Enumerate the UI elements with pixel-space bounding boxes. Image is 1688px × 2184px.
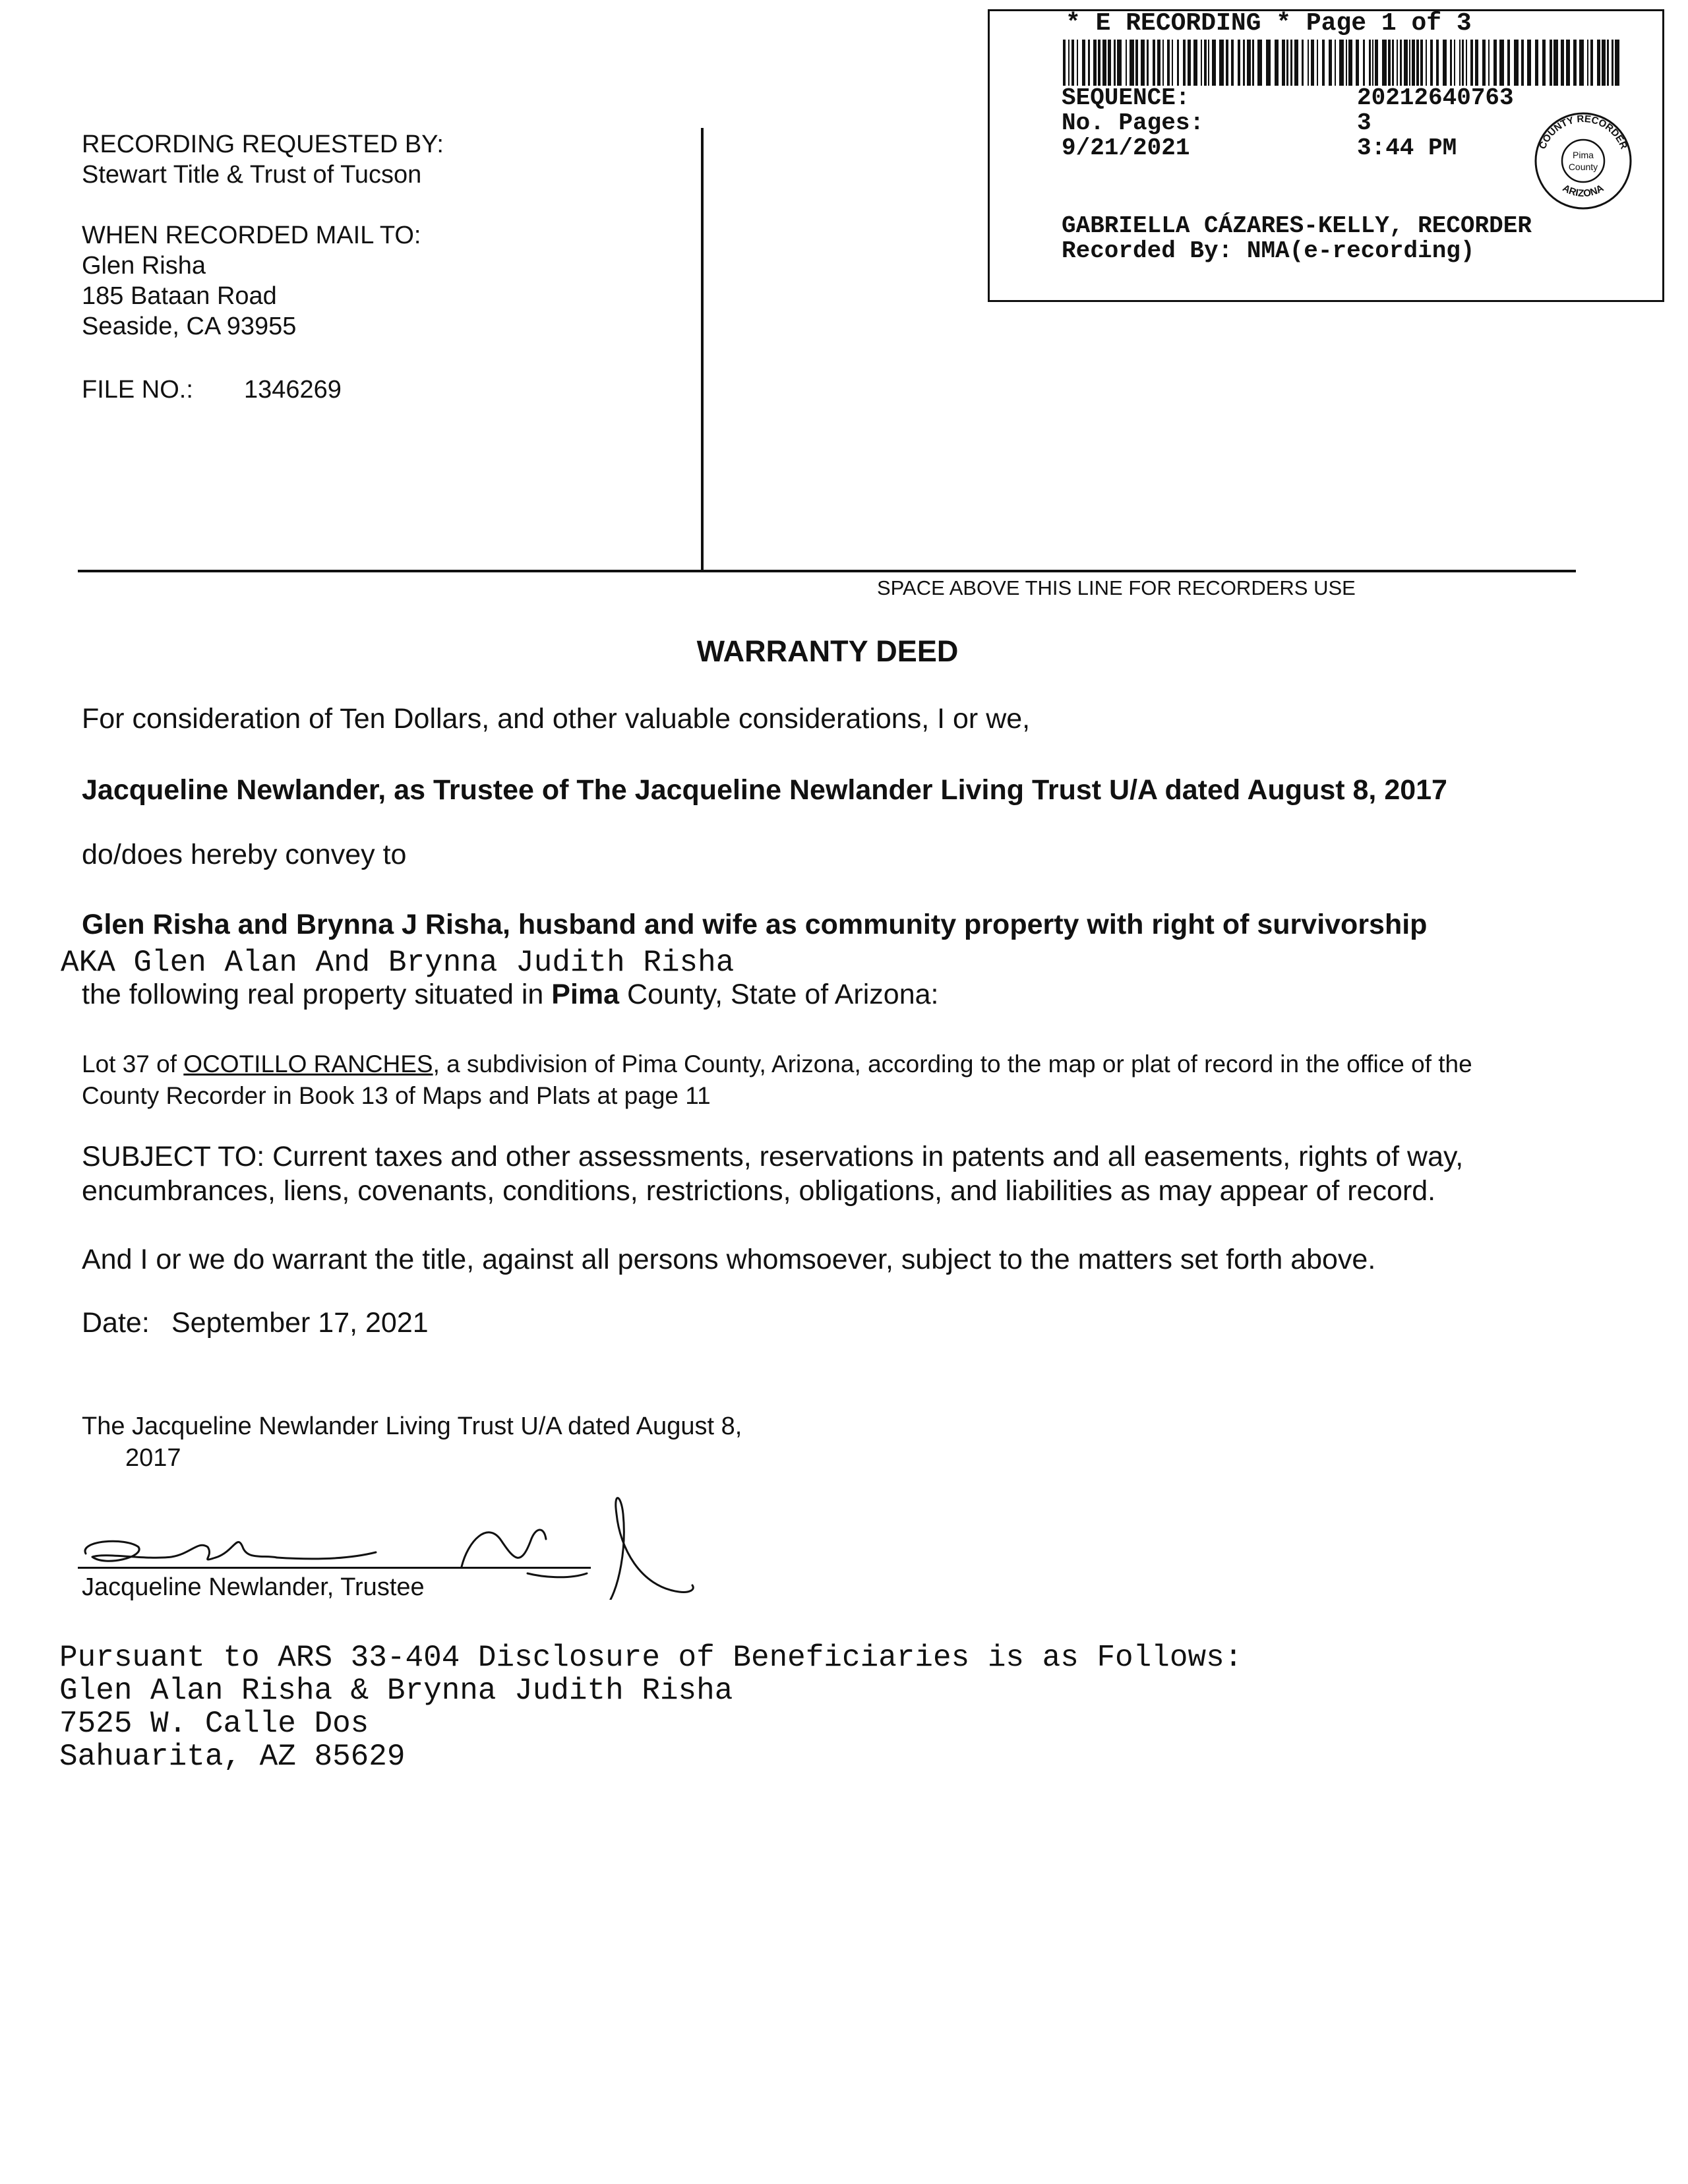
grantor: Jacqueline Newlander, as Trustee of The Jacqueline Newlander Living Trust U/A dated August 8, 2017 bbox=[82, 774, 1447, 806]
barcode-bar bbox=[1257, 40, 1262, 86]
recorded-time: 3:44 PM bbox=[1357, 135, 1457, 162]
trust-name-line-2: 2017 bbox=[125, 1444, 181, 1472]
barcode-bar bbox=[1426, 40, 1427, 86]
barcode-bar bbox=[1416, 40, 1419, 86]
barcode-bar bbox=[1372, 40, 1373, 86]
barcode-bar bbox=[1102, 40, 1106, 86]
barcode-bar bbox=[1400, 40, 1402, 86]
barcode-bar bbox=[1602, 40, 1606, 86]
space-above-notice: SPACE ABOVE THIS LINE FOR RECORDERS USE bbox=[877, 576, 1356, 599]
consideration-clause: For consideration of Ten Dollars, and other valuable considerations, I or we, bbox=[82, 703, 1031, 735]
svg-text:ARIZONA: ARIZONA bbox=[1560, 182, 1606, 200]
barcode-bar bbox=[1346, 40, 1347, 86]
document-title: WARRANTY DEED bbox=[696, 634, 959, 668]
barcode-bar bbox=[1193, 40, 1197, 86]
barcode-bar bbox=[1566, 40, 1570, 86]
barcode-bar bbox=[1231, 40, 1234, 86]
barcode-bar bbox=[1290, 40, 1292, 86]
mail-to-name: Glen Risha bbox=[82, 252, 206, 280]
barcode-bar bbox=[1590, 40, 1593, 86]
barcode-bar bbox=[1612, 40, 1613, 86]
barcode-bar bbox=[1183, 40, 1186, 86]
barcode-bar bbox=[1514, 40, 1519, 86]
sequence-label: SEQUENCE: bbox=[1062, 84, 1190, 111]
situated-clause: the following real property situated in Pima County, State of Arizona: bbox=[82, 979, 939, 1010]
barcode-bar bbox=[1098, 40, 1100, 86]
barcode-bar bbox=[1311, 40, 1314, 86]
barcode-bar bbox=[1308, 40, 1309, 86]
requested-by-label: RECORDING REQUESTED BY: bbox=[82, 131, 444, 158]
barcode-bar bbox=[1521, 40, 1524, 86]
barcode-bar bbox=[1412, 40, 1415, 86]
subject-to-line-2: encumbrances, liens, covenants, conditions, restrictions, obligations, and liabilities as may appear of record. bbox=[82, 1175, 1436, 1207]
deed-date-value: September 17, 2021 bbox=[171, 1307, 429, 1339]
barcode-bar bbox=[1335, 40, 1336, 86]
barcode-bar bbox=[1212, 40, 1216, 86]
barcode-bar bbox=[1247, 40, 1251, 86]
barcode-bar bbox=[1459, 40, 1461, 86]
barcode-bar bbox=[1348, 40, 1352, 86]
subject-to-line-1: SUBJECT TO: Current taxes and other assessments, reservations in patents and all easements, rights of way, bbox=[82, 1141, 1464, 1172]
grantee-aka: AKA Glen Alan And Brynna Judith Risha bbox=[61, 946, 735, 980]
barcode-bar bbox=[1553, 40, 1558, 86]
barcode-bar bbox=[1294, 40, 1298, 86]
barcode-bar bbox=[1317, 40, 1318, 86]
file-no-value: 1346269 bbox=[244, 376, 342, 404]
barcode-bar bbox=[1382, 40, 1387, 86]
barcode-bar bbox=[1088, 40, 1090, 86]
recorded-by: Recorded By: NMA(e-recording) bbox=[1062, 237, 1475, 264]
barcode-bar bbox=[1397, 40, 1398, 86]
mail-to-label: WHEN RECORDED MAIL TO: bbox=[82, 222, 421, 249]
barcode-bar bbox=[1339, 40, 1344, 86]
barcode-bar bbox=[1201, 40, 1202, 86]
barcode-bar bbox=[1542, 40, 1546, 86]
barcode-bar bbox=[1454, 40, 1455, 86]
barcode-bar bbox=[1153, 40, 1155, 86]
barcode-bar bbox=[1063, 40, 1066, 86]
barcode-bar bbox=[1475, 40, 1478, 86]
svg-text:Pima: Pima bbox=[1573, 150, 1594, 160]
barcode-bar bbox=[1275, 40, 1279, 86]
barcode-bar bbox=[1356, 40, 1359, 86]
barcode-bar bbox=[1488, 40, 1490, 86]
barcode-bar bbox=[1071, 40, 1074, 86]
barcode-bar bbox=[1252, 40, 1254, 86]
barcode-bar bbox=[1219, 40, 1224, 86]
convey-clause: do/does hereby convey to bbox=[82, 839, 407, 870]
barcode-bar bbox=[1615, 40, 1619, 86]
header-divider-vertical bbox=[701, 128, 704, 571]
barcode-bar bbox=[1114, 40, 1116, 86]
barcode-bar bbox=[1409, 40, 1410, 86]
barcode-bar bbox=[1420, 40, 1423, 86]
barcode-bar bbox=[1108, 40, 1111, 86]
barcode-bar bbox=[1172, 40, 1173, 86]
barcode-bar bbox=[1243, 40, 1245, 86]
barcode-bar bbox=[1573, 40, 1577, 86]
barcode-bar bbox=[1266, 40, 1271, 86]
barcode-bar bbox=[1607, 40, 1609, 86]
grantee: Glen Risha and Brynna J Risha, husband and wife as community property with right of survivorship bbox=[82, 909, 1428, 940]
barcode-bar bbox=[1550, 40, 1552, 86]
barcode-bar bbox=[1462, 40, 1464, 86]
barcode-bar bbox=[1369, 40, 1371, 86]
barcode-bar bbox=[1226, 40, 1228, 86]
barcode-bar bbox=[1470, 40, 1473, 86]
barcode-bar bbox=[1157, 40, 1160, 86]
stamp-header: * E RECORDING * Page 1 of 3 bbox=[1066, 9, 1472, 38]
barcode-bar bbox=[1093, 40, 1097, 86]
barcode-bar bbox=[1238, 40, 1240, 86]
county-name: Pima bbox=[551, 979, 620, 1010]
barcode-bar bbox=[1561, 40, 1564, 86]
barcode-bar bbox=[1499, 40, 1504, 86]
trust-name-line-1: The Jacqueline Newlander Living Trust U/A dated August 8, bbox=[82, 1412, 742, 1440]
file-no-label: FILE NO.: bbox=[82, 376, 193, 404]
barcode-bar bbox=[1527, 40, 1531, 86]
barcode-bar bbox=[1141, 40, 1145, 86]
barcode-bar bbox=[1597, 40, 1600, 86]
warranty-clause: And I or we do warrant the title, against all persons whomsoever, subject to the matters set forth above. bbox=[82, 1244, 1376, 1275]
barcode-bar bbox=[1162, 40, 1164, 86]
barcode-bar bbox=[1404, 40, 1408, 86]
pages-label: No. Pages: bbox=[1062, 109, 1205, 136]
sequence-value: 20212640763 bbox=[1357, 84, 1514, 111]
barcode-bar bbox=[1322, 40, 1325, 86]
barcode-bar bbox=[1436, 40, 1439, 86]
barcode-bar bbox=[1466, 40, 1467, 86]
barcode-bar bbox=[1388, 40, 1391, 86]
disclosure-line-4: Sahuarita, AZ 85629 bbox=[59, 1740, 406, 1774]
barcode-bar bbox=[1130, 40, 1134, 86]
mail-to-city: Seaside, CA 93955 bbox=[82, 313, 297, 340]
deed-date-label: Date: bbox=[82, 1307, 150, 1339]
barcode-bar bbox=[1535, 40, 1538, 86]
legal-description: Lot 37 of OCOTILLO RANCHES, a subdivision of Pima County, Arizona, according to the map or plat of record in the office of the County Recorder in Book 13 of Maps and Plats at page 11 bbox=[82, 1050, 1472, 1109]
disclosure-line-2: Glen Alan Risha & Brynna Judith Risha bbox=[59, 1674, 733, 1708]
recorded-date: 9/21/2021 bbox=[1062, 135, 1190, 162]
barcode bbox=[1063, 40, 1621, 86]
barcode-bar bbox=[1117, 40, 1122, 86]
signature-line bbox=[78, 1567, 591, 1569]
barcode-bar bbox=[1329, 40, 1332, 86]
barcode-bar bbox=[1188, 40, 1191, 86]
pages-value: 3 bbox=[1357, 109, 1372, 136]
barcode-bar bbox=[1430, 40, 1433, 86]
barcode-bar bbox=[1282, 40, 1285, 86]
barcode-bar bbox=[1286, 40, 1288, 86]
barcode-bar bbox=[1204, 40, 1207, 86]
barcode-bar bbox=[1587, 40, 1588, 86]
barcode-bar bbox=[1082, 40, 1085, 86]
subdivision-name: OCOTILLO RANCHES bbox=[183, 1050, 433, 1077]
barcode-bar bbox=[1167, 40, 1170, 86]
recorder-name: GABRIELLA CÁZARES-KELLY, RECORDER bbox=[1062, 212, 1532, 239]
barcode-bar bbox=[1068, 40, 1070, 86]
barcode-bar bbox=[1135, 40, 1138, 86]
barcode-bar bbox=[1363, 40, 1365, 86]
barcode-bar bbox=[1302, 40, 1304, 86]
barcode-bar bbox=[1147, 40, 1149, 86]
signer-name: Jacqueline Newlander, Trustee bbox=[82, 1573, 425, 1601]
svg-text:County: County bbox=[1568, 162, 1598, 172]
requested-by-value: Stewart Title & Trust of Tucson bbox=[82, 161, 422, 189]
barcode-bar bbox=[1579, 40, 1584, 86]
svg-text:COUNTY RECORDER: COUNTY RECORDER bbox=[1536, 113, 1630, 151]
barcode-bar bbox=[1077, 40, 1078, 86]
barcode-bar bbox=[1392, 40, 1394, 86]
recorders-use-line bbox=[78, 570, 1576, 572]
barcode-bar bbox=[1208, 40, 1209, 86]
mail-to-street: 185 Bataan Road bbox=[82, 282, 277, 310]
barcode-bar bbox=[1507, 40, 1510, 86]
barcode-bar bbox=[1177, 40, 1179, 86]
barcode-bar bbox=[1493, 40, 1497, 86]
disclosure-line-3: 7525 W. Calle Dos bbox=[59, 1707, 369, 1741]
disclosure-line-1: Pursuant to ARS 33-404 Disclosure of Beneficiaries is as Follows: bbox=[59, 1641, 1243, 1675]
barcode-bar bbox=[1450, 40, 1452, 86]
barcode-bar bbox=[1443, 40, 1447, 86]
county-recorder-seal-icon bbox=[1528, 111, 1638, 210]
barcode-bar bbox=[1482, 40, 1486, 86]
barcode-bar bbox=[1375, 40, 1378, 86]
barcode-bar bbox=[1126, 40, 1127, 86]
